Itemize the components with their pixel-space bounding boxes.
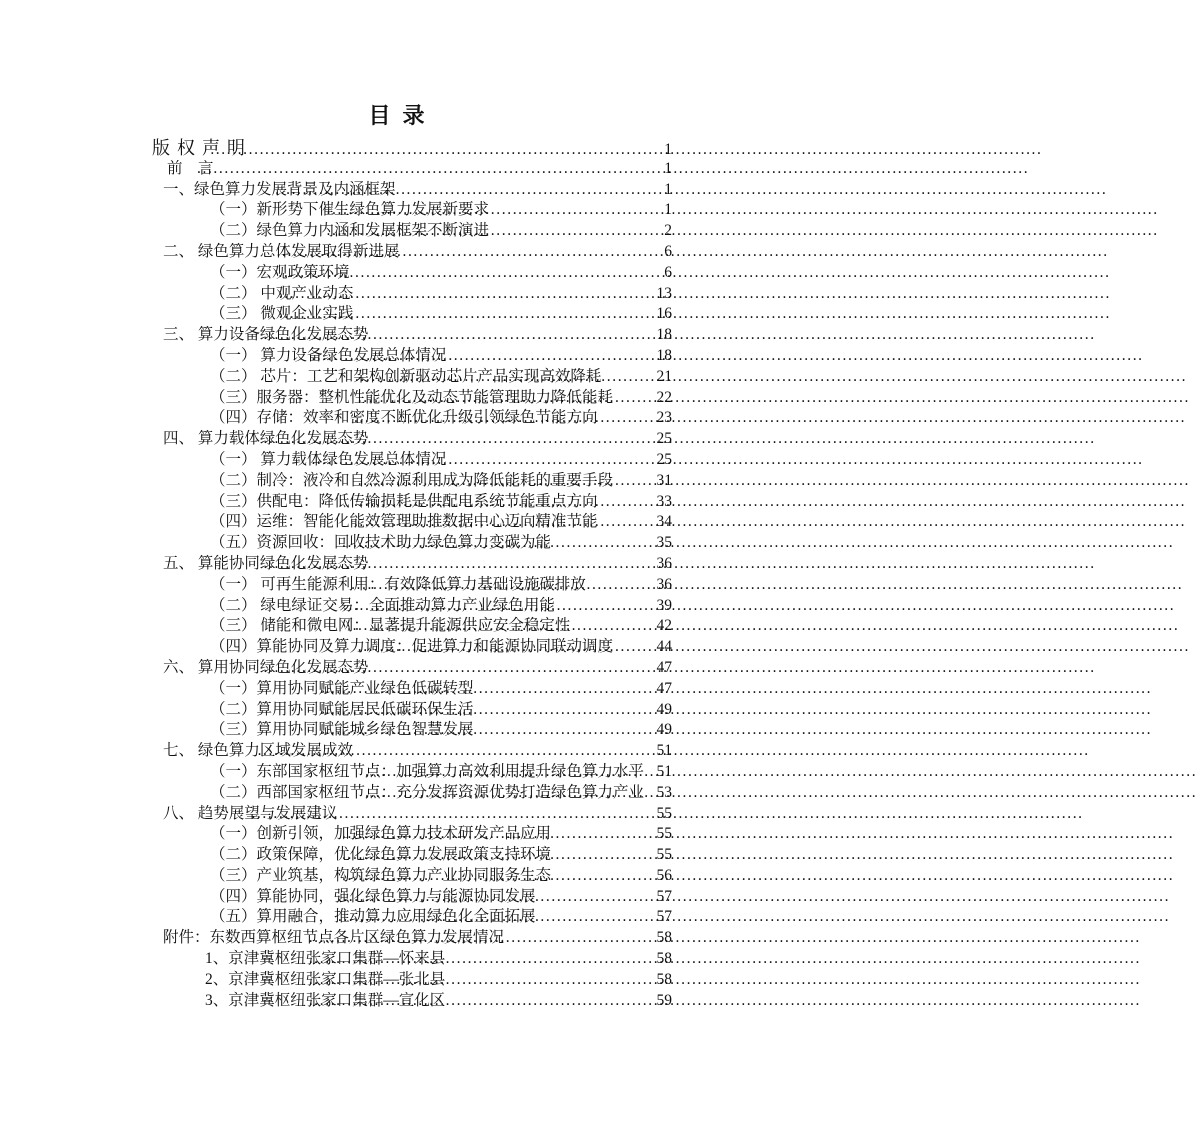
toc-entry-title: 1、京津冀枢纽张家口集群—怀来县 [205,950,446,968]
toc-section [0,637,793,658]
toc-entry-title: （一） 算力设备绿色发展总体情况 [210,346,447,364]
toc-section [0,492,793,513]
page-title: 目录 [368,104,437,129]
toc-entry-page: 1 [664,159,672,177]
dot-leader [342,533,654,554]
toc-entry-title: 版权声明 [152,138,252,158]
toc-entry-page: 58 [656,970,672,988]
toc-entry-page: 1 [664,201,672,219]
dot-leader [354,492,655,513]
toc-entry-page: 23 [656,409,672,427]
toc-section [0,596,793,617]
toc-entry-page: 39 [656,596,672,614]
dot-leader [311,450,654,471]
toc-entry-title: （一）新形势下催生绿色算力发展新要求 [210,201,490,219]
toc-entry-title: 二、 绿色算力总体发展取得新进展 [163,242,400,260]
toc-appendix-item [0,970,793,991]
toc-entry-page: 16 [656,305,672,323]
toc-entry-title: 八、 趋势展望与发展建议 [163,804,338,822]
toc-entry-page: 51 [656,762,672,780]
toc-chapter [0,554,793,575]
toc-entry-page: 59 [656,991,672,1009]
toc-entry-page: 47 [656,679,672,697]
dot-leader [197,159,662,180]
toc-section [0,471,793,492]
dot-leader [347,616,654,637]
toc-entry-title: （四）算能协同，强化绿色算力与能源协同发展 [210,887,536,905]
dot-leader [264,325,655,346]
toc-chapter [0,180,793,201]
toc-appendix-item [0,949,793,970]
toc-section [0,200,793,221]
toc-entry-title: 五、 算能协同绿色化发展态势 [163,554,369,572]
toc-section [0,700,793,721]
dot-leader [264,429,655,450]
toc-entry-title: 三、 算力设备绿色化发展态势 [163,326,369,344]
dot-leader [358,388,655,409]
toc-entry-page: 42 [656,617,672,635]
toc-entry-title: 3、京津冀枢纽张家口集群—宣化区 [205,991,446,1009]
toc-section [0,367,793,388]
toc-section [0,284,793,305]
dot-leader [210,140,662,161]
toc-chapter [0,429,793,450]
toc-entry-page: 56 [656,866,672,884]
toc-entry-title: 2、京津冀枢纽张家口集群—张北县 [205,970,446,988]
toc-entry-copyright [0,138,793,159]
toc-entry-page: 22 [656,388,672,406]
toc-entry-page: 49 [656,700,672,718]
toc-entry-title: 一、绿色算力发展背景及内涵框架 [163,180,396,198]
toc-entry-title: （四）算能协同及算力调度：促进算力和能源协同联动调度 [210,638,614,656]
toc-entry-page: 1 [664,180,672,198]
toc-entry-page: 49 [656,721,672,739]
toc-entry-page: 47 [656,658,672,676]
dot-leader [351,575,654,596]
toc-entry-page: 57 [656,887,672,905]
dot-leader [311,346,654,367]
toc-entry-page: 57 [656,908,672,926]
toc-section [0,450,793,471]
toc-section [0,304,793,325]
dot-leader [309,991,655,1012]
toc-appendix [0,928,793,949]
table-of-contents [0,138,793,1011]
toc-chapter [0,325,793,346]
toc-entry-title: 四、 算力载体绿色化发展态势 [163,430,369,448]
toc-section [0,221,793,242]
dot-leader [258,741,655,762]
dot-leader [327,200,663,221]
toc-entry-page: 6 [664,242,672,260]
toc-section [0,263,793,284]
toc-entry-title: （二） 中观产业动态 [210,284,354,302]
toc-entry-page: 58 [656,950,672,968]
toc-entry-page: 36 [656,554,672,572]
toc-entry-title: 六、 算用协同绿色化发展态势 [163,658,369,676]
toc-entry-page: 35 [656,534,672,552]
toc-entry-page: 44 [656,638,672,656]
toc-entry-title: （三） 储能和微电网：显著提升能源供应安全稳定性 [210,617,571,635]
toc-entry-page: 33 [656,492,672,510]
toc-section [0,783,793,804]
toc-section [0,512,793,533]
toc-entry-page: 58 [656,929,672,947]
toc-entry-title: （三）服务器：整机性能优化及动态节能管理助力降低能耗 [210,388,614,406]
dot-leader [279,304,655,325]
toc-section [0,616,793,637]
toc-entry-title: （一）创新引领，加强绿色算力技术研发产品应用 [210,825,552,843]
toc-entry-page: 53 [656,783,672,801]
toc-entry-title: 七、 绿色算力区域发展成效 [163,742,353,760]
toc-entry-page: 18 [656,346,672,364]
dot-leader [342,866,654,887]
dot-leader [358,471,655,492]
dot-leader [264,658,655,679]
toc-section [0,679,793,700]
dot-leader [309,949,655,970]
toc-chapter [0,741,793,762]
toc-entry-title: （五）资源回收：回收技术助力绿色算力变碳为能 [210,534,552,552]
toc-entry-title: （四）运维：智能化能效管理助推数据中心迈向精准节能 [210,513,598,531]
toc-section [0,824,793,845]
toc-entry-title: （二）西部国家枢纽节点：充分发挥资源优势打造绿色算力产业 [210,783,645,801]
toc-entry-page: 25 [656,450,672,468]
dot-leader [342,845,654,866]
toc-entry-page: 13 [656,284,672,302]
dot-leader [320,679,655,700]
dot-leader [355,367,655,388]
dot-leader [354,408,655,429]
dot-leader [338,907,655,928]
toc-section [0,575,793,596]
dot-leader [264,554,655,575]
toc-entry-title: （一）算用协同赋能产业绿色低碳转型 [210,679,474,697]
toc-entry-title: （三）算用协同赋能城乡绿色智慧发展 [210,721,474,739]
toc-entry-title: （一） 算力载体绿色发展总体情况 [210,450,447,468]
toc-section [0,762,793,783]
dot-leader [309,928,655,949]
dot-leader [277,242,663,263]
dot-leader [365,762,655,783]
dot-leader [320,700,655,721]
toc-entry-title: （二）政策保障，优化绿色算力发展政策支持环境 [210,846,552,864]
toc-chapter [0,658,793,679]
toc-section [0,887,793,908]
toc-entry-page: 34 [656,513,672,531]
toc-section [0,346,793,367]
toc-section [0,907,793,928]
toc-appendix-item [0,991,793,1012]
toc-section [0,845,793,866]
toc-entry-page: 55 [656,846,672,864]
toc-entry-page: 1 [664,141,672,158]
toc-section [0,388,793,409]
toc-entry-title: （一） 可再生能源利用：有效降低算力基础设施碳排放 [210,575,586,593]
toc-entry-title: （二） 芯片：工艺和架构创新驱动芯片产品实现高效降耗 [210,367,602,385]
dot-leader [365,783,655,804]
toc-entry-title: （一）东部国家枢纽节点：加强算力高效利用提升绿色算力水平 [210,762,645,780]
toc-entry-title: 前 言 [167,159,214,177]
toc-entry-preface [0,159,793,180]
toc-entry-page: 55 [656,804,672,822]
toc-chapter [0,242,793,263]
toc-entry-page: 6 [664,263,672,281]
dot-leader [354,512,655,533]
toc-entry-title: （三）供配电：降低传输损耗是供配电系统节能重点方向 [210,492,598,510]
dot-leader [320,720,655,741]
toc-entry-title: （二） 绿电绿证交易：全面推动算力产业绿色用能 [210,596,555,614]
dot-leader [343,596,654,617]
toc-entry-title: 附件：东数西算枢纽节点各片区绿色算力发展情况 [163,929,505,947]
toc-entry-title: （三） 微观企业实践 [210,305,354,323]
toc-entry-page: 18 [656,326,672,344]
dot-leader [275,180,662,201]
dot-leader [327,221,663,242]
toc-section [0,866,793,887]
toc-entry-page: 25 [656,430,672,448]
toc-section [0,408,793,429]
toc-entry-title: （五）算用融合，推动算力应用绿色化全面拓展 [210,908,536,926]
toc-entry-page: 55 [656,825,672,843]
toc-entry-title: （三）产业筑基，构筑绿色算力产业协同服务生态 [210,866,552,884]
dot-leader [358,637,655,658]
dot-leader [342,824,654,845]
toc-section [0,720,793,741]
toc-entry-page: 21 [656,367,672,385]
dot-leader [338,887,655,908]
toc-entry-page: 36 [656,575,672,593]
toc-entry-page: 2 [664,222,672,240]
dot-leader [251,804,654,825]
toc-entry-title: （二）制冷：液冷和自然冷源利用成为降低能耗的重要手段 [210,471,614,489]
toc-chapter [0,804,793,825]
toc-entry-page: 51 [656,742,672,760]
dot-leader [309,970,655,991]
dot-leader [278,263,662,284]
toc-section [0,533,793,554]
dot-leader [279,284,655,305]
toc-entry-title: （四）存储：效率和密度不断优化升级引领绿色节能方向 [210,409,598,427]
toc-entry-title: （二）绿色算力内涵和发展框架不断演进 [210,222,490,240]
toc-entry-page: 31 [656,471,672,489]
toc-entry-title: （一）宏观政策环境 [210,263,350,281]
toc-entry-title: （二）算用协同赋能居民低碳环保生活 [210,700,474,718]
